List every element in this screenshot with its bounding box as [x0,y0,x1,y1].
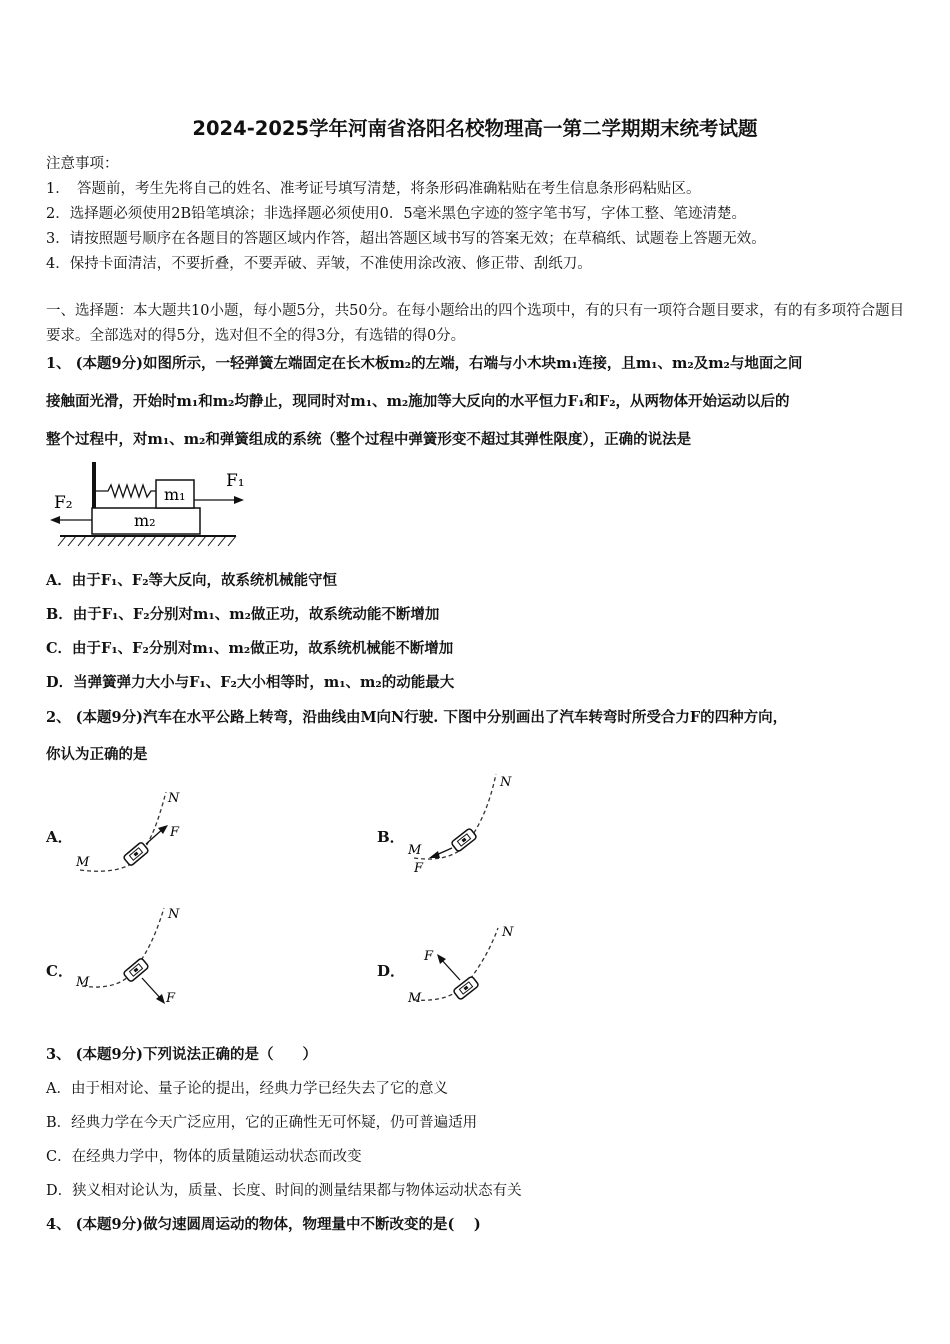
force-arrow-head [429,851,440,858]
notice-item: 1． 答题前，考生先将自己的姓名、准考证号填写清楚，将条形码准确粘贴在考生信息条形码粘贴区。 [46,181,701,197]
page-title: 2024-2025学年河南省洛阳名校物理高一第二学期期末统考试题 [192,117,758,140]
label-n: N [502,925,514,940]
q1-stem-line: 整个过程中，对m₁、m₂和弹簧组成的系统（整个过程中弹簧形变不超过其弹性限度），正确的说法是 [46,431,692,448]
label-f2: F₂ [54,493,73,513]
notice-item: 3．请按照题号顺序在各题目的答题区域内作答，超出答题区域书写的答案无效；在草稿纸、试题卷上答题无效。 [46,231,766,247]
notice-heading: 注意事项： [46,156,119,172]
label-m: M [76,975,90,990]
label-n: N [500,775,512,790]
car-icon [123,842,149,867]
car-icon [453,976,479,1000]
label-f: F [414,861,424,876]
q2-option-b-label: B． [377,828,405,846]
path-curve [80,792,166,871]
q1-option-d: D．当弹簧弹力大小与F₁、F₂大小相等时，m₁、m₂的动能最大 [46,674,455,691]
path-curve [82,908,164,987]
car-icon [451,828,477,852]
q3-stem: 3、 (本题9分)下列说法正确的是（ ） [46,1046,317,1063]
label-f: F [166,991,176,1006]
car-icon [123,958,149,983]
label-m1: m₁ [164,485,186,504]
notice-item: 2．选择题必须使用2B铅笔填涂；非选择题必须使用0．5毫米黑色字迹的签字笔书写，字体工整、笔迹清楚。 [46,206,747,222]
q1-option-b: B．由于F₁、F₂分别对m₁、m₂做正功，故系统动能不断增加 [46,606,440,623]
q2-stem-line: 2、 (本题9分)汽车在水平公路上转弯，沿曲线由M向N行驶. 下图中分别画出了汽车转弯时所受合力F的四种方向， [46,709,788,726]
spring [96,485,156,497]
q2-option-c-label: C． [46,962,73,980]
f2-arrow-head [50,516,60,524]
board-wall [92,462,96,508]
label-m: M [408,991,422,1006]
q4-stem: 4、 (本题9分)做匀速圆周运动的物体，物理量中不断改变的是( ) [46,1216,481,1233]
ground-hatch [58,536,236,546]
label-n: N [168,791,180,806]
notice-item: 4．保持卡面清洁，不要折叠，不要弄破、弄皱，不准使用涂改液、修正带、刮纸刀。 [46,256,592,272]
q2-figure-c [70,904,200,1016]
q3-option-c: C．在经典力学中，物体的质量随运动状态而改变 [46,1149,362,1165]
q1-spring-block-figure [46,456,256,552]
f1-arrow-head [234,496,244,504]
q1-stem-line: 1、 (本题9分)如图所示，一轻弹簧左端固定在长木板m₂的左端，右端与小木块m₁连接，且m₁、m₂及m₂与地面之间 [46,355,803,372]
q3-option-b: B．经典力学在今天广泛应用，它的正确性无可怀疑，仍可普遍适用 [46,1115,478,1131]
label-m2: m₂ [134,511,156,530]
q1-option-a: A．由于F₁、F₂等大反向，故系统机械能守恒 [46,572,338,589]
q2-figure-a [70,784,200,880]
q3-option-d: D．狭义相对论认为，质量、长度、时间的测量结果都与物体运动状态有关 [46,1183,522,1199]
label-n: N [168,907,180,922]
q1-option-c: C．由于F₁、F₂分别对m₁、m₂做正功，故系统机械能不断增加 [46,640,454,657]
q3-option-a: A．由于相对论、量子论的提出，经典力学已经失去了它的意义 [46,1081,448,1097]
label-f: F [170,825,180,840]
section-heading: 一、选择题：本大题共10小题，每小题5分，共50分。在每小题给出的四个选项中，有的只有一项符合题目要求，有的有多项符合题目要求。全部选对的得5分，选对但不全的得3分，有选错的得0分。 [46,303,905,344]
q2-stem-line: 你认为正确的是 [46,746,148,763]
label-m: M [76,855,90,870]
label-f1: F₁ [226,471,245,491]
q2-option-d-label: D． [377,962,406,980]
q2-figure-d [402,920,532,1016]
q2-option-a-label: A． [46,828,73,846]
label-f: F [424,949,434,964]
q1-stem-line: 接触面光滑，开始时m₁和m₂均静止，现同时对m₁、m₂施加等大反向的水平恒力F₁和F₂，从两物体开始运动以后的 [46,393,790,410]
label-m: M [408,843,422,858]
q2-figure-b [402,768,532,880]
